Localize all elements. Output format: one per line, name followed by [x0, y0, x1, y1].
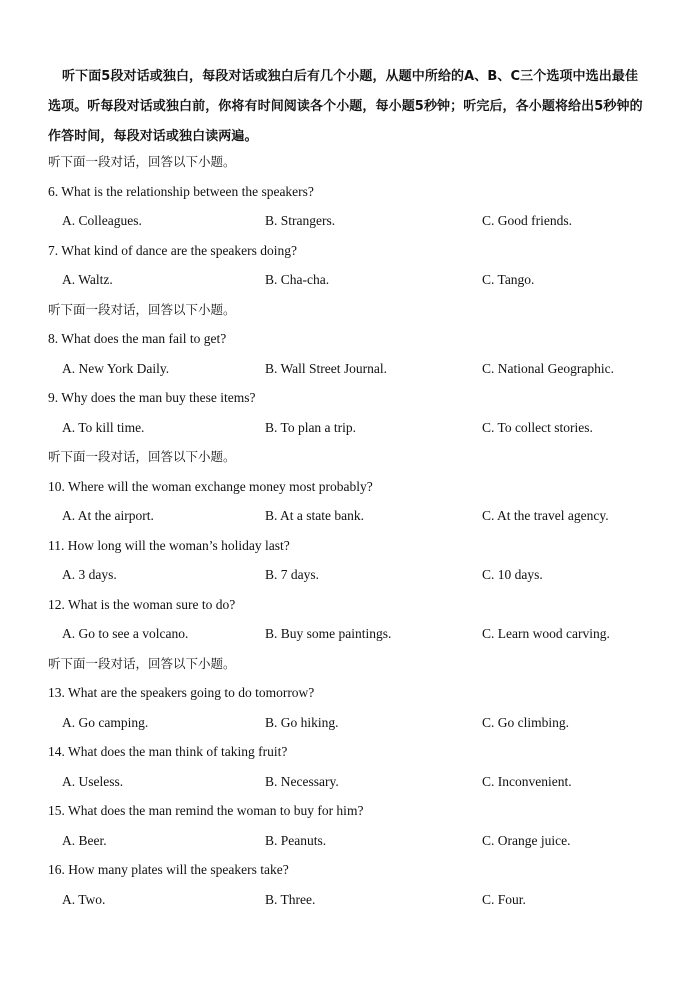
- question-stem: 7. What kind of dance are the speakers doing?: [48, 242, 298, 258]
- question-stem: 13. What are the speakers going to do tomorrow?: [48, 685, 315, 700]
- option-a: A. To kill time.: [62, 419, 145, 435]
- option-b: B. 7 days.: [265, 567, 319, 582]
- option-a: A. Colleagues.: [62, 213, 142, 228]
- option-b: B. Peanuts.: [265, 832, 327, 848]
- question-stem: 15. What does the man remind the woman to buy for him?: [48, 803, 364, 818]
- option-c: C. Four.: [482, 891, 526, 907]
- option-c: C. Orange juice.: [482, 832, 571, 848]
- question-stem: 8. What does the man fail to get?: [48, 331, 227, 346]
- answer-options: [48, 265, 658, 295]
- option-b: B. Strangers.: [265, 213, 336, 228]
- answer-options: [48, 885, 658, 915]
- option-b: B. At a state bank.: [265, 508, 364, 523]
- option-a: A. Two.: [62, 891, 106, 907]
- question-list: [48, 147, 658, 914]
- option-c: C. Good friends.: [482, 213, 572, 228]
- section-heading: 听下面一段对话，回答以下小题。: [48, 301, 236, 317]
- option-b: B. Go hiking.: [265, 714, 339, 730]
- answer-options: [48, 767, 658, 797]
- question-stem: 10. Where will the woman exchange money most probably?: [48, 478, 373, 494]
- question-stem: 11. How long will the woman’s holiday last?: [48, 537, 290, 553]
- answer-options: [48, 354, 658, 384]
- option-c: C. 10 days.: [482, 567, 543, 582]
- listening-instructions: 听下面5段对话或独白，每段对话或独白后有几个小题，从题中所给的A、B、C三个选项中选出最佳选项。听每段对话或独白前，你将有时间阅读各个小题，每小题5秒钟；听完后，各小题将给出5秒钟的作答时间，每段对话或独白读两遍。: [48, 69, 643, 144]
- answer-options: [48, 413, 658, 443]
- option-a: A. Beer.: [62, 832, 107, 848]
- answer-options: [48, 206, 658, 236]
- option-c: C. At the travel agency.: [482, 508, 609, 523]
- option-b: B. Cha-cha.: [265, 272, 330, 287]
- answer-options: [48, 826, 658, 856]
- option-c: C. National Geographic.: [482, 360, 614, 376]
- answer-options: [48, 619, 658, 649]
- question-stem: 9. Why does the man buy these items?: [48, 390, 256, 405]
- question-stem: 6. What is the relationship between the speakers?: [48, 183, 314, 199]
- option-c: C. To collect stories.: [482, 419, 593, 435]
- option-b: B. To plan a trip.: [265, 419, 357, 435]
- option-b: B. Wall Street Journal.: [265, 360, 388, 376]
- option-a: A. New York Daily.: [62, 360, 170, 376]
- question-stem: 12. What is the woman sure to do?: [48, 596, 236, 612]
- option-c: C. Learn wood carving.: [482, 626, 610, 641]
- option-a: A. Waltz.: [62, 272, 113, 287]
- answer-options: [48, 708, 658, 738]
- option-b: B. Buy some paintings.: [265, 626, 392, 641]
- question-stem: 16. How many plates will the speakers take?: [48, 862, 289, 877]
- option-a: A. Useless.: [62, 773, 124, 789]
- answer-options: [48, 560, 658, 590]
- section-heading: 听下面一段对话，回答以下小题。: [48, 449, 236, 464]
- option-a: A. Go camping.: [62, 714, 149, 730]
- option-c: C. Go climbing.: [482, 714, 569, 730]
- option-b: B. Three.: [265, 891, 316, 907]
- option-a: A. 3 days.: [62, 567, 117, 582]
- option-a: A. Go to see a volcano.: [62, 626, 189, 641]
- option-c: C. Inconvenient.: [482, 773, 572, 789]
- answer-options: [48, 501, 658, 531]
- section-heading: 听下面一段对话，回答以下小题。: [48, 154, 236, 169]
- option-b: B. Necessary.: [265, 773, 339, 789]
- option-a: A. At the airport.: [62, 508, 154, 523]
- question-stem: 14. What does the man think of taking fruit?: [48, 744, 288, 759]
- section-heading: 听下面一段对话，回答以下小题。: [48, 655, 236, 671]
- option-c: C. Tango.: [482, 272, 535, 287]
